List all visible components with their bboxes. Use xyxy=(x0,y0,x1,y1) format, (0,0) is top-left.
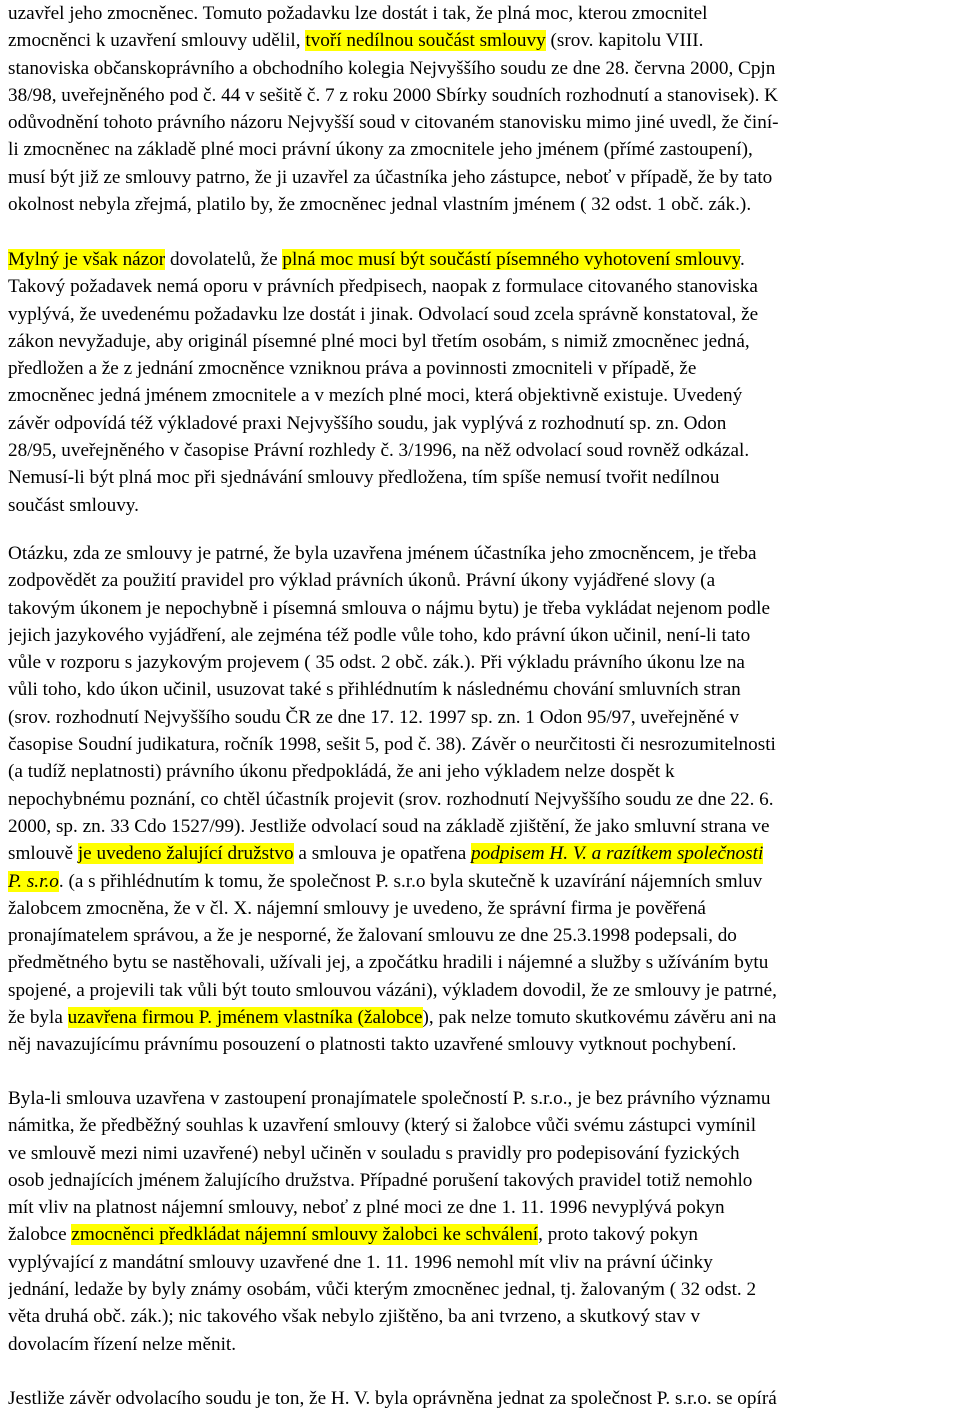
text-segment: stanoviska občanskoprávního a obchodního kolegia Nejvyššího soudu ze dne 28. června 2000, Cpjn xyxy=(8,57,776,79)
text-segment: vůle v rozporu s jazykovým projevem ( 35 odst. 2 obč. zák.). Při výkladu právního úkonu lze na xyxy=(8,652,745,674)
text-line xyxy=(8,27,954,54)
highlighted-text: zmocněnci předkládat nájemní smlouvy žalobci ke schválení xyxy=(71,1224,539,1246)
text-line xyxy=(8,301,954,328)
text-segment: a smlouva je opatřena xyxy=(293,843,472,865)
paragraph-power-of-attorney-requirement xyxy=(8,0,954,218)
text-segment: pronajímatelem správou, a že je nesporné, že žalovaní smlouvu ze dne 25.3.1998 podepsali, do xyxy=(8,925,737,947)
text-segment: vůli toho, kdo úkon učinil, usuzovat také s přihlédnutím k následnému chování smluvních stran xyxy=(8,679,741,701)
text-line xyxy=(8,109,954,136)
text-segment: předložen a že z jednání zmocněnce vzniknou práva a povinnosti zmocniteli v případě, že xyxy=(8,358,697,380)
text-segment: časopise Soudní judikatura, ročník 1998, sešit 5, pod č. 38). Závěr o neurčitosti či nesrozumitelnosti xyxy=(8,734,776,756)
text-line xyxy=(8,676,954,703)
text-line xyxy=(8,355,954,382)
text-line xyxy=(8,567,954,594)
text-line xyxy=(8,595,954,622)
text-segment: závěr odpovídá též výkladové praxi Nejvyššího soudu, jak vyplývá z rozhodnutí sp. zn. Odon xyxy=(8,412,727,434)
text-line xyxy=(8,840,954,867)
text-line xyxy=(8,786,954,813)
text-segment: okolnost nebyla zřejmá, platilo by, že zmocněnec jednal vlastním jménem ( 32 odst. 1 obč. zák.). xyxy=(8,194,752,216)
text-segment: něj navazujícímu právnímu posouzení o platnosti takto uzavřené smlouvy vytknout pochybení. xyxy=(8,1034,737,1056)
text-line xyxy=(8,1004,954,1031)
text-segment: , proto takový pokyn xyxy=(538,1224,699,1246)
text-line xyxy=(8,191,954,218)
text-line xyxy=(8,1140,954,1167)
text-line xyxy=(8,731,954,758)
text-segment: Takový požadavek nemá oporu v právních předpisech, naopak z formulace citovaného stanoviska xyxy=(8,276,758,298)
text-segment: jejich jazykového vyjádření, ale zejména též podle vůle toho, kdo právní úkon učinil, není-li tato xyxy=(8,624,751,646)
text-line xyxy=(8,1085,954,1112)
text-line xyxy=(8,813,954,840)
highlighted-text: podpisem H. V. a razítkem společnosti xyxy=(471,843,764,865)
text-line xyxy=(8,0,954,27)
text-segment: (srov. kapitolu VIII. xyxy=(545,30,704,52)
text-line xyxy=(8,1303,954,1330)
text-segment: 28/95, uveřejněného v časopise Právní rozhledy č. 3/1996, na něž odvolací soud rovněž odkázal. xyxy=(8,440,750,462)
text-segment: žalobcem zmocněna, že v čl. X. nájemní smlouvy je uvedeno, že správní firma je pověřená xyxy=(8,897,706,919)
text-segment: vyplývá, že uvedenému požadavku lze dostát i jinak. Odvolací soud zcela správně konstatoval, že xyxy=(8,303,759,325)
text-segment: dovolatelů, že xyxy=(165,249,283,270)
paragraph-erroneous-opinion xyxy=(8,246,954,519)
text-segment: Otázku, zda ze smlouvy je patrné, že byla uzavřena jménem účastníka jeho zmocněncem, je třeba xyxy=(8,543,757,564)
highlighted-text: plná moc musí být součástí písemného vyhotovení smlouvy xyxy=(282,249,741,270)
text-segment: 2000, sp. zn. 33 Cdo 1527/99). Jestliže odvolací soud na základě zjištění, že jako smluvní strana ve xyxy=(8,815,770,837)
text-line xyxy=(8,464,954,491)
paragraph-conclusion-start xyxy=(8,1385,954,1412)
text-segment: námitka, že předběžný souhlas k uzavření smlouvy (který si žalobce vůči svému zástupci vymínil xyxy=(8,1115,757,1137)
highlighted-text: Mylný je však názor xyxy=(8,249,166,270)
text-segment: odůvodnění tohoto právního názoru Nejvyšší soud v citovaném stanovisku mimo jiné uvedl, že činí- xyxy=(8,112,779,134)
text-line xyxy=(8,977,954,1004)
text-segment: smlouvě xyxy=(8,843,78,865)
text-segment: zákon nevyžaduje, aby originál písemné plné moci byl třetím osobám, s nimiž zmocněnec jedná, xyxy=(8,330,750,352)
text-segment: musí být již ze smlouvy patrno, že ji uzavřel za účastníka jeho zástupce, neboť v případě, že by tato xyxy=(8,166,773,188)
text-line xyxy=(8,949,954,976)
text-line xyxy=(8,922,954,949)
text-line xyxy=(8,1167,954,1194)
text-segment: zodpovědět za použití pravidel pro výklad právních úkonů. Právní úkony vyjádřené slovy (a xyxy=(8,570,716,592)
text-line xyxy=(8,1221,954,1248)
text-segment: věta druhá obč. zák.); nic takového však nebylo zjištěno, ba ani tvrzeno, a skutkový stav v xyxy=(8,1306,701,1328)
text-line xyxy=(8,246,954,273)
text-line xyxy=(8,492,954,519)
text-segment: takovým úkonem je nepochybně i písemná smlouva o nájmu bytu) je třeba vykládat nejenom podle xyxy=(8,597,770,619)
text-line xyxy=(8,649,954,676)
text-segment: Nemusí-li být plná moc při sjednávání smlouvy předložena, tím spíše nemusí tvořit nedílnou xyxy=(8,467,720,489)
text-segment: předmětného bytu se nastěhovali, užívali jej, a zpočátku hradili i nájemné a služby s užíváním bytu xyxy=(8,952,769,974)
text-line xyxy=(8,382,954,409)
text-segment: li zmocněnec na základě plné moci právní úkony za zmocnitele jeho jménem (přímé zastoupení), xyxy=(8,139,753,161)
text-segment: žalobce xyxy=(8,1224,72,1246)
paragraph-interpretation-of-acts xyxy=(8,540,954,1059)
text-segment: zmocněnci k uzavření smlouvy udělil, xyxy=(8,30,306,52)
text-segment: (a tudíž neplatnosti) právního úkonu předpokládá, že ani jeho výkladem nelze dospět k xyxy=(8,761,675,783)
text-line xyxy=(8,895,954,922)
text-line xyxy=(8,410,954,437)
text-segment: nepochybnému poznání, co chtěl účastník projevit (srov. rozhodnutí Nejvyššího soudu ze dne 22. 6. xyxy=(8,788,774,810)
text-line xyxy=(8,328,954,355)
text-line xyxy=(8,136,954,163)
text-segment: ve smlouvě mezi nimi uzavřené) nebyl učiněn v souladu s pravidly pro podepisování fyzických xyxy=(8,1142,740,1164)
text-segment: osob jednajících jménem žalujícího družstva. Případné porušení takových pravidel totiž nemohlo xyxy=(8,1169,753,1191)
paragraph-representation-validity xyxy=(8,1085,954,1358)
text-line xyxy=(8,1331,954,1358)
text-segment: Jestliže závěr odvolacího soudu je ton, že H. V. byla oprávněna jednat za společnost P. s.r.o. se opírá xyxy=(8,1388,777,1409)
text-line xyxy=(8,704,954,731)
text-segment: Byla-li smlouva uzavřena v zastoupení pronajímatele společností P. s.r.o., je bez právního významu xyxy=(8,1088,771,1109)
text-segment: zmocněnec jedná jménem zmocnitele a v mezích plné moci, která objektivně existuje. Uvedený xyxy=(8,385,743,407)
text-segment: ), pak nelze tomuto skutkovému závěru ani na xyxy=(422,1007,777,1029)
text-line xyxy=(8,1112,954,1139)
text-line xyxy=(8,622,954,649)
text-line xyxy=(8,273,954,300)
text-segment: vyplývající z mandátní smlouvy uzavřené dne 1. 11. 1996 nemohl mít vliv na právní účinky xyxy=(8,1251,713,1273)
highlighted-text: je uvedeno žalující družstvo xyxy=(77,843,294,865)
text-line xyxy=(8,540,954,567)
text-segment: mít vliv na platnost nájemní smlouvy, neboť z plné moci ze dne 1. 11. 1996 nevyplývá pokyn xyxy=(8,1197,725,1219)
text-line xyxy=(8,55,954,82)
text-segment: že byla xyxy=(8,1007,68,1029)
text-line xyxy=(8,1385,954,1412)
text-segment: součást smlouvy. xyxy=(8,494,139,516)
text-line xyxy=(8,1194,954,1221)
text-segment: dovolacím řízení nelze měnit. xyxy=(8,1333,237,1355)
highlighted-text: P. s.r.o xyxy=(8,870,59,892)
text-segment: . (a s přihlédnutím k tomu, že společnost P. s.r.o byla skutečně k uzavírání nájemních smluv xyxy=(58,870,763,892)
text-line xyxy=(8,758,954,785)
text-segment: jednání, ledaže by byly známy osobám, vůči kterým zmocněnec jednal, tj. žalovaným ( 32 odst. 2 xyxy=(8,1279,757,1301)
text-segment: uzavřel jeho zmocněnec. Tomuto požadavku lze dostát i tak, že plná moc, kterou zmocnitel xyxy=(8,3,708,24)
highlighted-text: tvoří nedílnou součást smlouvy xyxy=(305,30,546,52)
highlighted-text: uzavřena firmou P. jménem vlastníka (žalobce xyxy=(67,1007,423,1029)
text-line xyxy=(8,1031,954,1058)
text-segment: . xyxy=(740,249,745,270)
text-segment: (srov. rozhodnutí Nejvyššího soudu ČR ze dne 17. 12. 1997 sp. zn. 1 Odon 95/97, uveřejněné v xyxy=(8,706,739,728)
text-segment: 38/98, uveřejněného pod č. 44 v sešitě č. 7 z roku 2000 Sbírky soudních rozhodnutí a stanovisek). K xyxy=(8,84,779,106)
text-line xyxy=(8,164,954,191)
text-segment: spojené, a projevili tak vůli být touto smlouvou vázáni), výkladem dovodil, že ze smlouvy je patrné, xyxy=(8,979,777,1001)
text-line xyxy=(8,1249,954,1276)
text-line xyxy=(8,1276,954,1303)
text-line xyxy=(8,82,954,109)
text-line xyxy=(8,868,954,895)
text-line xyxy=(8,437,954,464)
